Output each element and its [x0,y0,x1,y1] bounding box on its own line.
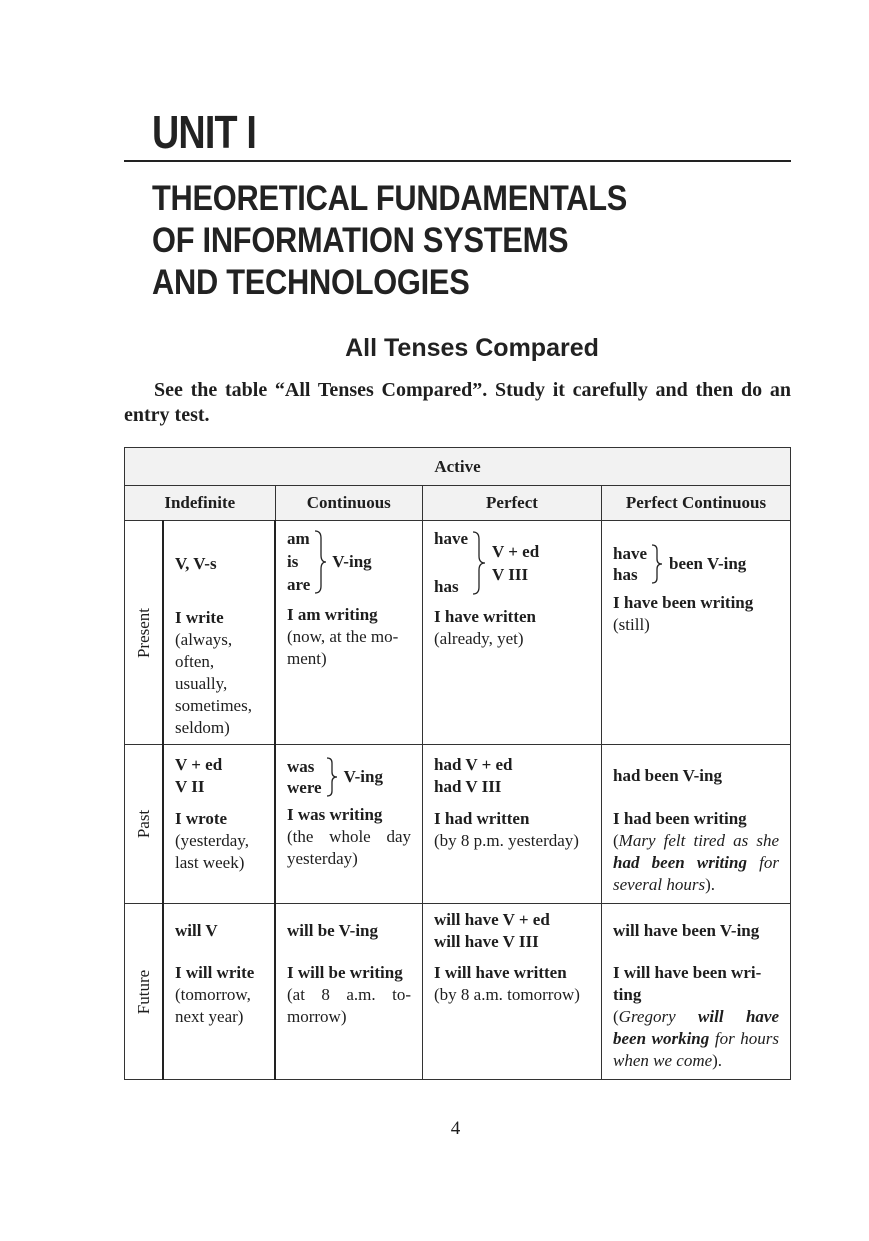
future-perfect-cell [423,904,602,1080]
past-indefinite-cell [163,745,275,904]
section-title: All Tenses Compared [345,334,599,362]
tense-example: I had been writing [613,809,747,828]
tense-form: will have V III [434,932,539,951]
tense-form: V + ed [175,755,223,774]
tense-form: will have been V-ing [613,921,760,940]
future-perfect-continuous-cell [602,904,791,1080]
tense-form: had V + ed [434,755,513,774]
tense-usage-note: (already, yet) [434,629,524,648]
intro-paragraph: See the table “All Tenses Compared”. Study it carefully and then do an entry test. [124,379,791,426]
tense-usage-note: (by 8 a.m. tomorrow) [434,985,580,1004]
tense-form: been V-ing [669,554,747,573]
tense-form: will be V-ing [287,921,378,940]
present-perfect-cell [423,521,602,745]
future-continuous-cell [275,904,423,1080]
tense-usage-note: (now, at the mo- ment) [287,627,399,668]
tense-example: I will be writing [287,963,403,982]
chapter-title-line: AND TECHNOLOGIES [152,263,470,302]
tense-usage-note: (still) [613,615,650,634]
tense-example: I have written [434,607,536,626]
row-label-text: Present [133,607,153,658]
column-header-perfect-continuous: Perfect Continuous [602,486,791,521]
tense-usage-note: (yesterday, last week) [175,831,249,872]
column-header-indefinite: Indefinite [125,486,276,521]
auxiliary-verb: is [287,552,299,571]
auxiliary-verb: has [434,577,459,596]
tense-usage-note: (tomorrow, next year) [175,985,251,1026]
present-indefinite-cell [163,521,275,745]
tense-example: I have been writing [613,593,754,612]
auxiliary-verb: are [287,575,311,594]
row-label-past [125,745,164,904]
column-header-perfect: Perfect [423,486,602,521]
curly-brace-icon [472,531,486,595]
chapter-title-line: THEORETICAL FUNDAMENTALS [152,179,628,218]
page-number: 4 [450,1118,461,1139]
tense-example: I will have written [434,963,567,982]
tense-form: had V III [434,777,502,796]
tense-usage-note: (always, often, usually, sometimes, seldom) [175,630,252,737]
tense-example: I was writing [287,805,383,824]
tense-example: I am writing [287,605,378,624]
present-perfect-continuous-cell [602,521,791,745]
row-label-text: Past [133,809,153,839]
table-row-past [125,745,791,904]
table-header-active: Active [125,448,791,486]
auxiliary-verb: have [434,529,468,548]
tense-form: V-ing [343,767,383,786]
tense-usage-note: (Gregory will have been working for hours when we come). [613,1007,779,1070]
auxiliary-verb: was [287,757,315,776]
table-row-present [125,521,791,745]
row-label-future [125,904,164,1080]
tense-example: I had written [434,809,530,828]
tense-example: I wrote [175,809,228,828]
tense-form: V-ing [332,551,372,571]
tense-example: I will write [175,963,255,982]
curly-brace-icon [314,530,326,594]
tense-example: I write [175,608,224,627]
tense-form: had been V-ing [613,766,722,785]
chapter-title [152,178,627,304]
tense-usage-note: (the whole day yesterday) [287,827,411,868]
tense-form: V, V-s [175,554,217,573]
row-label-text: Future [133,969,153,1014]
tenses-table [124,447,791,1080]
past-perfect-continuous-cell [602,745,791,904]
tense-usage-note: (Mary felt tired as she had been writing for several hours). [613,831,779,894]
future-indefinite-cell [163,904,275,1080]
present-continuous-cell [275,521,423,745]
tense-usage-note: (by 8 p.m. yesterday) [434,831,579,850]
row-label-present [125,521,164,745]
auxiliary-verb: has [613,565,638,584]
unit-title: UNIT I [152,106,257,158]
table-row-future [125,904,791,1080]
chapter-title-line: OF INFORMATION SYSTEMS [152,221,569,260]
tense-form: will V [175,921,218,940]
past-continuous-cell [275,745,423,904]
tense-form: V III [492,564,529,584]
tense-form: V + ed [492,541,540,561]
tense-usage-note: (at 8 a.m. to- morrow) [287,985,411,1026]
tense-example: I will have been wri- ting [613,963,762,1004]
tense-form: V II [175,777,205,796]
title-rule [124,160,791,162]
column-header-continuous: Continuous [275,486,423,521]
past-perfect-cell [423,745,602,904]
curly-brace-icon [326,757,338,797]
curly-brace-icon [651,544,663,584]
tense-form: will have V + ed [434,910,550,929]
auxiliary-verb: am [287,529,310,548]
auxiliary-verb: were [287,778,322,797]
auxiliary-verb: have [613,544,647,563]
